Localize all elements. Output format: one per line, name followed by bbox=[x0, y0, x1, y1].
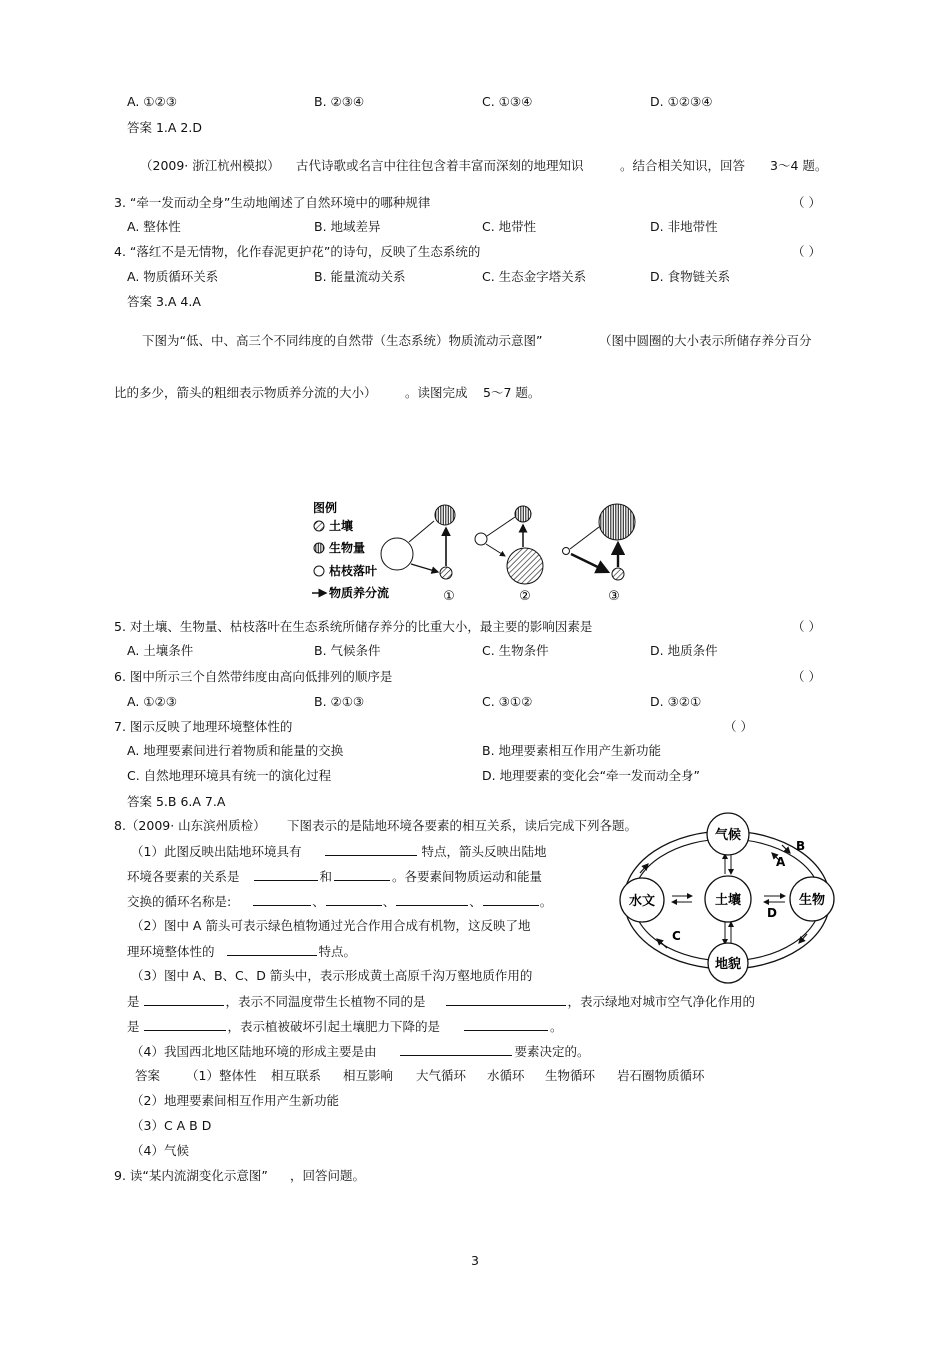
q12-option-a: A. ①②③ bbox=[127, 94, 177, 109]
q12-option-d: D. ①②③④ bbox=[650, 94, 713, 109]
q8-p1-line2 bbox=[127, 868, 542, 885]
node-landform-label: 地貌 bbox=[714, 957, 742, 972]
q3-paren: （ ） bbox=[792, 195, 821, 210]
blank-3[interactable] bbox=[334, 868, 390, 881]
q8-p2c: 特点。 bbox=[318, 944, 357, 959]
sep-1: 、 bbox=[312, 894, 325, 909]
blank-8[interactable] bbox=[227, 943, 317, 956]
q8-p3c: ，表示不同温度带生长植物不同的是 bbox=[225, 994, 426, 1009]
q8-ans3: （3）C A B D bbox=[131, 1118, 212, 1133]
d1-label: ① bbox=[443, 589, 455, 604]
legend-biomass: 生物量 bbox=[329, 541, 366, 555]
q7-option-d: D. 地理要素的变化会“牵一发而动全身” bbox=[482, 768, 701, 783]
d3-biomass bbox=[599, 504, 635, 540]
intro57-line2a: 比的多少，箭头的粗细表示物质养分流的大小） bbox=[114, 385, 377, 400]
q6-stem: 6. 图中所示三个自然带纬度由高向低排列的顺序是 bbox=[114, 669, 393, 684]
q8-ans1-1: 相互联系 bbox=[271, 1068, 322, 1083]
q8-p3d: ，表示绿地对城市空气净化作用的 bbox=[567, 994, 756, 1009]
intro34-source: （2009· 浙江杭州模拟） bbox=[140, 158, 280, 173]
q12-answer: 答案 1.A 2.D bbox=[127, 120, 202, 135]
q3-option-a: A. 整体性 bbox=[127, 219, 181, 234]
legend-title: 图例 bbox=[313, 501, 338, 515]
land-environment-figure bbox=[612, 812, 844, 984]
intro34-tail: 。结合相关知识，回答 bbox=[620, 158, 746, 173]
q8-p4a: （4）我国西北地区陆地环境的形成主要是由 bbox=[131, 1044, 377, 1059]
q8-p3-line3 bbox=[127, 1018, 563, 1035]
q6-option-c: C. ③①② bbox=[482, 694, 533, 709]
q8-p3-line2 bbox=[127, 993, 755, 1010]
q6-option-a: A. ①②③ bbox=[127, 694, 177, 709]
q3-option-b: B. 地域差异 bbox=[314, 219, 381, 234]
d2-soil bbox=[507, 548, 543, 584]
node-soil-label: 土壤 bbox=[714, 893, 742, 908]
sep-3: 、 bbox=[469, 894, 482, 909]
intro34-range: 3～4 题。 bbox=[770, 158, 828, 173]
q4-option-c: C. 生态金字塔关系 bbox=[482, 269, 587, 284]
q8-p1d: 和 bbox=[319, 869, 333, 884]
q8-head: 8.（2009· 山东滨州质检） bbox=[114, 818, 266, 833]
q5-option-a: A. 土壤条件 bbox=[127, 643, 194, 658]
d1-soil bbox=[440, 567, 452, 579]
q8-p1-line3 bbox=[127, 893, 552, 910]
q4-option-a: A. 物质循环关系 bbox=[127, 269, 219, 284]
q9-tail: ，回答问题。 bbox=[290, 1168, 366, 1183]
label-c: C bbox=[672, 929, 681, 943]
q8-p1e: 。各要素间物质运动和能量 bbox=[392, 869, 543, 884]
label-d: D bbox=[767, 906, 777, 920]
blank-5[interactable] bbox=[326, 893, 382, 906]
blank-10[interactable] bbox=[446, 993, 566, 1006]
q6-option-d: D. ③②① bbox=[650, 694, 702, 709]
blank-2[interactable] bbox=[254, 868, 318, 881]
q8-p3a: （3）图中 A、B、C、D 箭头中，表示形成黄土高原千沟万壑地质作用的 bbox=[131, 968, 533, 983]
q7-option-c: C. 自然地理环境具有统一的演化过程 bbox=[127, 768, 332, 783]
q4-option-b: B. 能量流动关系 bbox=[314, 269, 406, 284]
d2-line bbox=[487, 517, 515, 536]
intro34-text: 古代诗歌或名言中往往包含着丰富而深刻的地理知识 bbox=[296, 158, 584, 173]
q3-stem: 3. “牵一发而动全身”生动地阐述了自然环境中的哪种规律 bbox=[114, 195, 431, 210]
q7-option-b: B. 地理要素相互作用产生新功能 bbox=[482, 743, 662, 758]
q8-p1c: 环境各要素的关系是 bbox=[127, 869, 240, 884]
q8-p4-line bbox=[131, 1043, 589, 1060]
blank-1[interactable] bbox=[325, 843, 417, 856]
d2-arrow-to-soil bbox=[486, 544, 505, 556]
label-a: A bbox=[776, 855, 786, 869]
q4-option-d: D. 食物链关系 bbox=[650, 269, 731, 284]
q7-option-a: A. 地理要素间进行着物质和能量的交换 bbox=[127, 743, 344, 758]
q8-p2-line2 bbox=[127, 943, 356, 960]
q5-paren: （ ） bbox=[792, 619, 821, 634]
q7-paren: （ ） bbox=[724, 719, 753, 734]
d3-label: ③ bbox=[608, 589, 620, 604]
sep-2: 、 bbox=[382, 894, 396, 909]
q8-end-1: 。 bbox=[539, 894, 553, 909]
d3-soil bbox=[612, 568, 624, 580]
d3-arrow-to-soil bbox=[571, 554, 608, 572]
q9-stem: 9. 读“某内流湖变化示意图” bbox=[114, 1168, 268, 1183]
q8-ans1-5: 生物循环 bbox=[545, 1068, 596, 1083]
nutrient-flow-figure bbox=[305, 494, 650, 606]
q4-paren: （ ） bbox=[792, 244, 821, 259]
d2-label: ② bbox=[519, 589, 531, 604]
q12-option-c: C. ①③④ bbox=[482, 94, 533, 109]
legend-litter-icon bbox=[314, 566, 324, 576]
intro57-range: 5～7 题。 bbox=[483, 385, 541, 400]
d2-biomass bbox=[515, 506, 531, 522]
d2-litter bbox=[475, 533, 487, 545]
node-hydrology-label: 水文 bbox=[628, 894, 656, 909]
legend-litter: 枯枝落叶 bbox=[329, 564, 378, 578]
q8-end-2: 。 bbox=[550, 1019, 563, 1034]
q8-ans2: （2）地理要素间相互作用产生新功能 bbox=[131, 1093, 339, 1108]
legend-soil-icon bbox=[314, 521, 324, 531]
q8-ans1-2: 相互影响 bbox=[343, 1068, 394, 1083]
q8-p2b: 理环境整体性的 bbox=[127, 944, 215, 959]
d1-litter bbox=[381, 538, 413, 570]
q3-option-d: D. 非地带性 bbox=[650, 219, 718, 234]
q8-p3e: 是 bbox=[127, 1019, 140, 1034]
intro57-line2b: 。读图完成 bbox=[405, 385, 468, 400]
q5-option-d: D. 地质条件 bbox=[650, 643, 718, 658]
q8-p2a: （2）图中 A 箭头可表示绿色植物通过光合作用合成有机物，这反映了地 bbox=[131, 918, 531, 933]
legend-soil: 土壤 bbox=[329, 519, 354, 533]
d3-line bbox=[570, 527, 599, 549]
q5-stem: 5. 对土壤、生物量、枯枝落叶在生态系统所储存养分的比重大小，最主要的影响因素是 bbox=[114, 619, 593, 634]
q8-head2: 下图表示的是陆地环境各要素的相互关系，读后完成下列各题。 bbox=[287, 818, 638, 833]
q8-p3f: ，表示植被破坏引起土壤肥力下降的是 bbox=[227, 1019, 441, 1034]
q4-stem: 4. “落红不是无情物，化作春泥更护花”的诗句，反映了生态系统的 bbox=[114, 244, 481, 259]
arrow-b bbox=[782, 845, 790, 853]
q5-option-c: C. 生物条件 bbox=[482, 643, 549, 658]
label-b: B bbox=[796, 839, 806, 853]
node-biology-label: 生物 bbox=[798, 893, 826, 908]
q8-ans1-0: （1）整体性 bbox=[186, 1068, 257, 1083]
d3-litter bbox=[563, 548, 570, 555]
q8-ans1-4: 水循环 bbox=[487, 1068, 525, 1083]
q8-ans1-3: 大气循环 bbox=[416, 1068, 467, 1083]
q8-ans4: （4）气候 bbox=[131, 1143, 189, 1158]
intro57-line1a: 下图为“低、中、高三个不同纬度的自然带（生态系统）物质流动示意图” bbox=[142, 333, 543, 348]
blank-12[interactable] bbox=[464, 1018, 548, 1031]
blank-11[interactable] bbox=[144, 1018, 226, 1031]
q8-ans1-6: 岩石圈物质循环 bbox=[617, 1068, 705, 1083]
q5-option-b: B. 气候条件 bbox=[314, 643, 381, 658]
q6-paren: （ ） bbox=[792, 669, 821, 684]
q7-stem: 7. 图示反映了地理环境整体性的 bbox=[114, 719, 293, 734]
q3-option-c: C. 地带性 bbox=[482, 219, 537, 234]
d1-line bbox=[409, 521, 434, 542]
q4-answer: 答案 3.A 4.A bbox=[127, 294, 201, 309]
q12-option-b: B. ②③④ bbox=[314, 94, 365, 109]
page-number: 3 bbox=[471, 1253, 479, 1268]
blank-4[interactable] bbox=[253, 893, 311, 906]
blank-7[interactable] bbox=[483, 893, 539, 906]
q8-p1-line1 bbox=[131, 843, 546, 860]
d1-arrow-to-soil bbox=[411, 564, 438, 572]
q8-p1f: 交换的循环名称是: bbox=[127, 894, 232, 909]
arrow-c bbox=[657, 939, 667, 948]
q8-p1b: 特点，箭头反映出陆地 bbox=[421, 844, 547, 859]
blank-6[interactable] bbox=[396, 893, 468, 906]
q7-answer: 答案 5.B 6.A 7.A bbox=[127, 794, 226, 809]
q6-option-b: B. ②①③ bbox=[314, 694, 365, 709]
legend-flow: 物质养分流 bbox=[329, 586, 390, 600]
blank-9[interactable] bbox=[144, 993, 224, 1006]
blank-13[interactable] bbox=[400, 1043, 512, 1056]
q8-p3b: 是 bbox=[127, 994, 140, 1009]
node-climate-label: 气候 bbox=[714, 828, 742, 843]
legend-biomass-icon bbox=[314, 543, 324, 553]
q8-answer-label: 答案 bbox=[135, 1068, 161, 1083]
q8-p1a: （1）此图反映出陆地环境具有 bbox=[131, 844, 302, 859]
d1-biomass bbox=[435, 505, 455, 525]
q8-p4b: 要素决定的。 bbox=[514, 1044, 590, 1059]
intro57-line1b: （图中圆圈的大小表示所储存养分百分 bbox=[599, 333, 812, 348]
